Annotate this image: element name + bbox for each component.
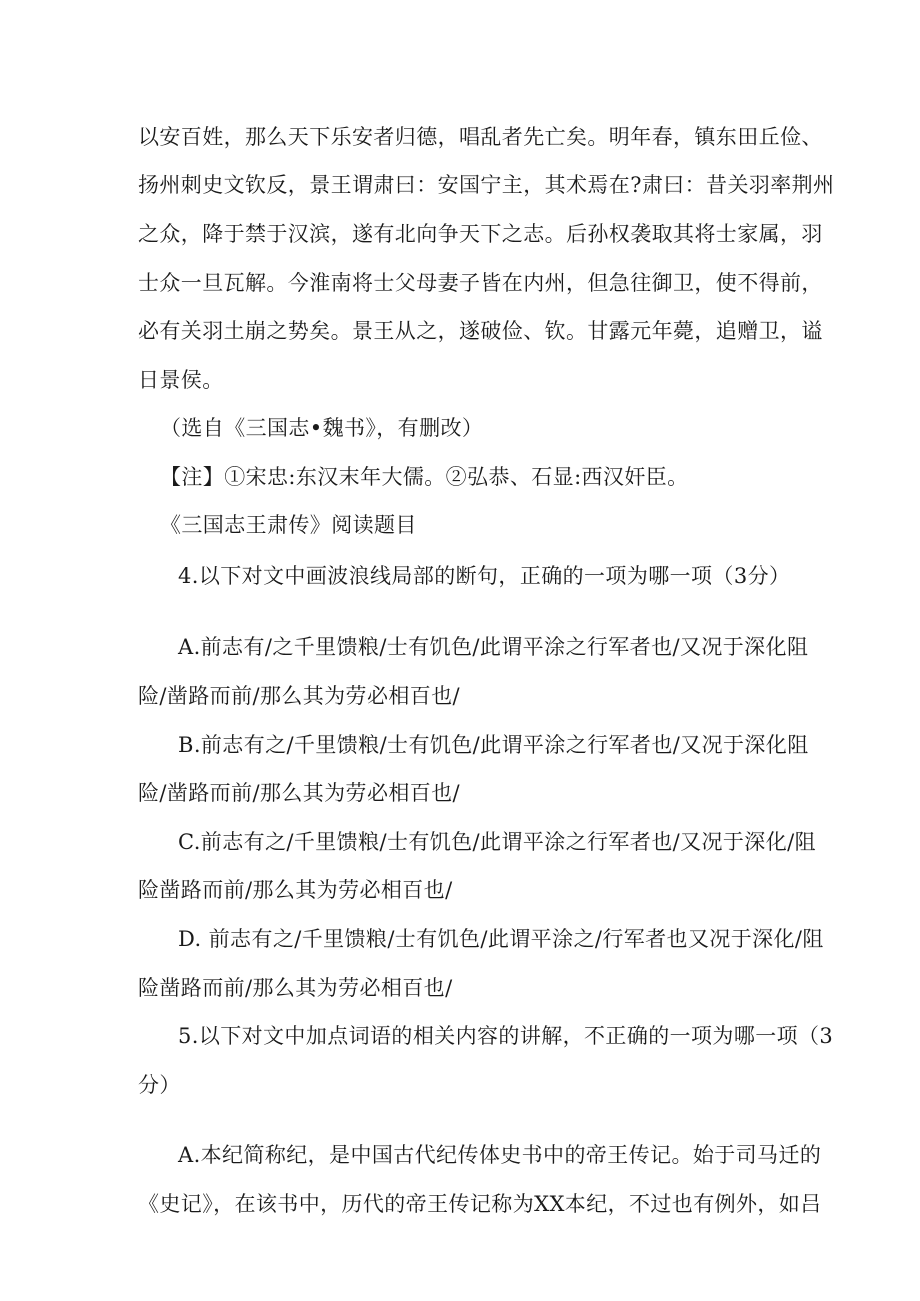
q5-option-a-line1: A.本纪简称纪，是中国古代纪传体史书中的帝王传记。始于司马迁的	[178, 1143, 822, 1167]
q4-option-c-line1: C.前志有之/千里馈粮/士有饥色/此谓平涂之行军者也/又况于深化/阻	[178, 830, 816, 854]
q5-option-a-line2: 《史记》，在该书中，历代的帝王传记称为XX本纪，不过也有例外，如吕	[138, 1192, 822, 1216]
passage-line: 必有关羽土崩之势矣。景王从之，遂破俭、钦。甘露元年薨，追赠卫，谥	[138, 319, 823, 343]
question-5-stem-cont: 分）	[138, 1073, 181, 1097]
q4-option-a-line2: 险/凿路而前/那么其为劳必相百也/	[138, 684, 461, 708]
source-citation: （选自《三国志•魏书》，有删改）	[160, 416, 484, 440]
passage-line: 扬州刺史文钦反，景王谓肃曰：安国宁主，其术焉在?肃曰：昔关羽率荆州	[138, 173, 835, 197]
section-title: 《三国志王肃传》阅读题目	[160, 513, 417, 537]
footnote: 【注】①宋忠:东汉末年大儒。②弘恭、石显:西汉奸臣。	[160, 465, 689, 489]
passage-line: 之众，降于禁于汉滨，遂有北向争天下之志。后孙权袭取其将士家属，羽	[138, 222, 823, 246]
q4-option-d-line1: D. 前志有之/千里馈粮/士有饥色/此谓平涂之/行军者也又况于深化/阻	[178, 927, 824, 951]
passage-line: 以安百姓，那么天下乐安者归德，唱乱者先亡矣。明年春，镇东田丘俭、	[138, 125, 823, 149]
passage-line: 日景侯。	[138, 368, 224, 392]
q4-option-d-line2: 险凿路而前/那么其为劳必相百也/	[138, 976, 453, 1000]
question-5-stem: 5.以下对文中加点词语的相关内容的讲解，不正确的一项为哪一项（3	[178, 1024, 834, 1048]
q4-option-b-line1: B.前志有之/千里馈粮/士有饥色/此谓平涂之行军者也/又况于深化阻	[178, 733, 809, 757]
passage-line: 士众一旦瓦解。今淮南将士父母妻子皆在内州，但急往御卫，使不得前，	[138, 271, 823, 295]
q4-option-c-line2: 险凿路而前/那么其为劳必相百也/	[138, 878, 453, 902]
q4-option-a-line1: A.前志有/之千里馈粮/士有饥色/此谓平涂之行军者也/又况于深化阻	[178, 635, 809, 659]
q4-option-b-line2: 险/凿路而前/那么其为劳必相百也/	[138, 781, 461, 805]
question-4-stem: 4.以下对文中画波浪线局部的断句，正确的一项为哪一项（3分）	[178, 564, 791, 588]
